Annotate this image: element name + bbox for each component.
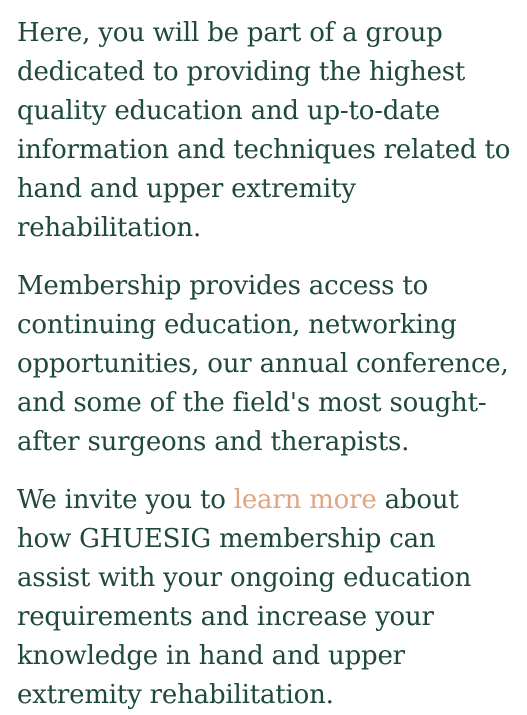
invite-text-before: We invite you to [17, 485, 234, 515]
intro-paragraph: Here, you will be part of a group dedicated to providing the highest quality education and up-to-date information and techniques related to hand and upper extremity rehabilitation. [17, 18, 511, 243]
invite-paragraph [17, 481, 515, 715]
invite-text-after: about how GHUESIG membership can assist with your ongoing education requirements and increase your knowledge in hand and upper extremity rehabilitation. [17, 485, 472, 710]
learn-more-link[interactable]: learn more [233, 485, 377, 515]
membership-paragraph: Membership provides access to continuing education, networking opportunities, our annual conference, and some of the field's most sought-after surgeons and therapists. [17, 271, 509, 457]
